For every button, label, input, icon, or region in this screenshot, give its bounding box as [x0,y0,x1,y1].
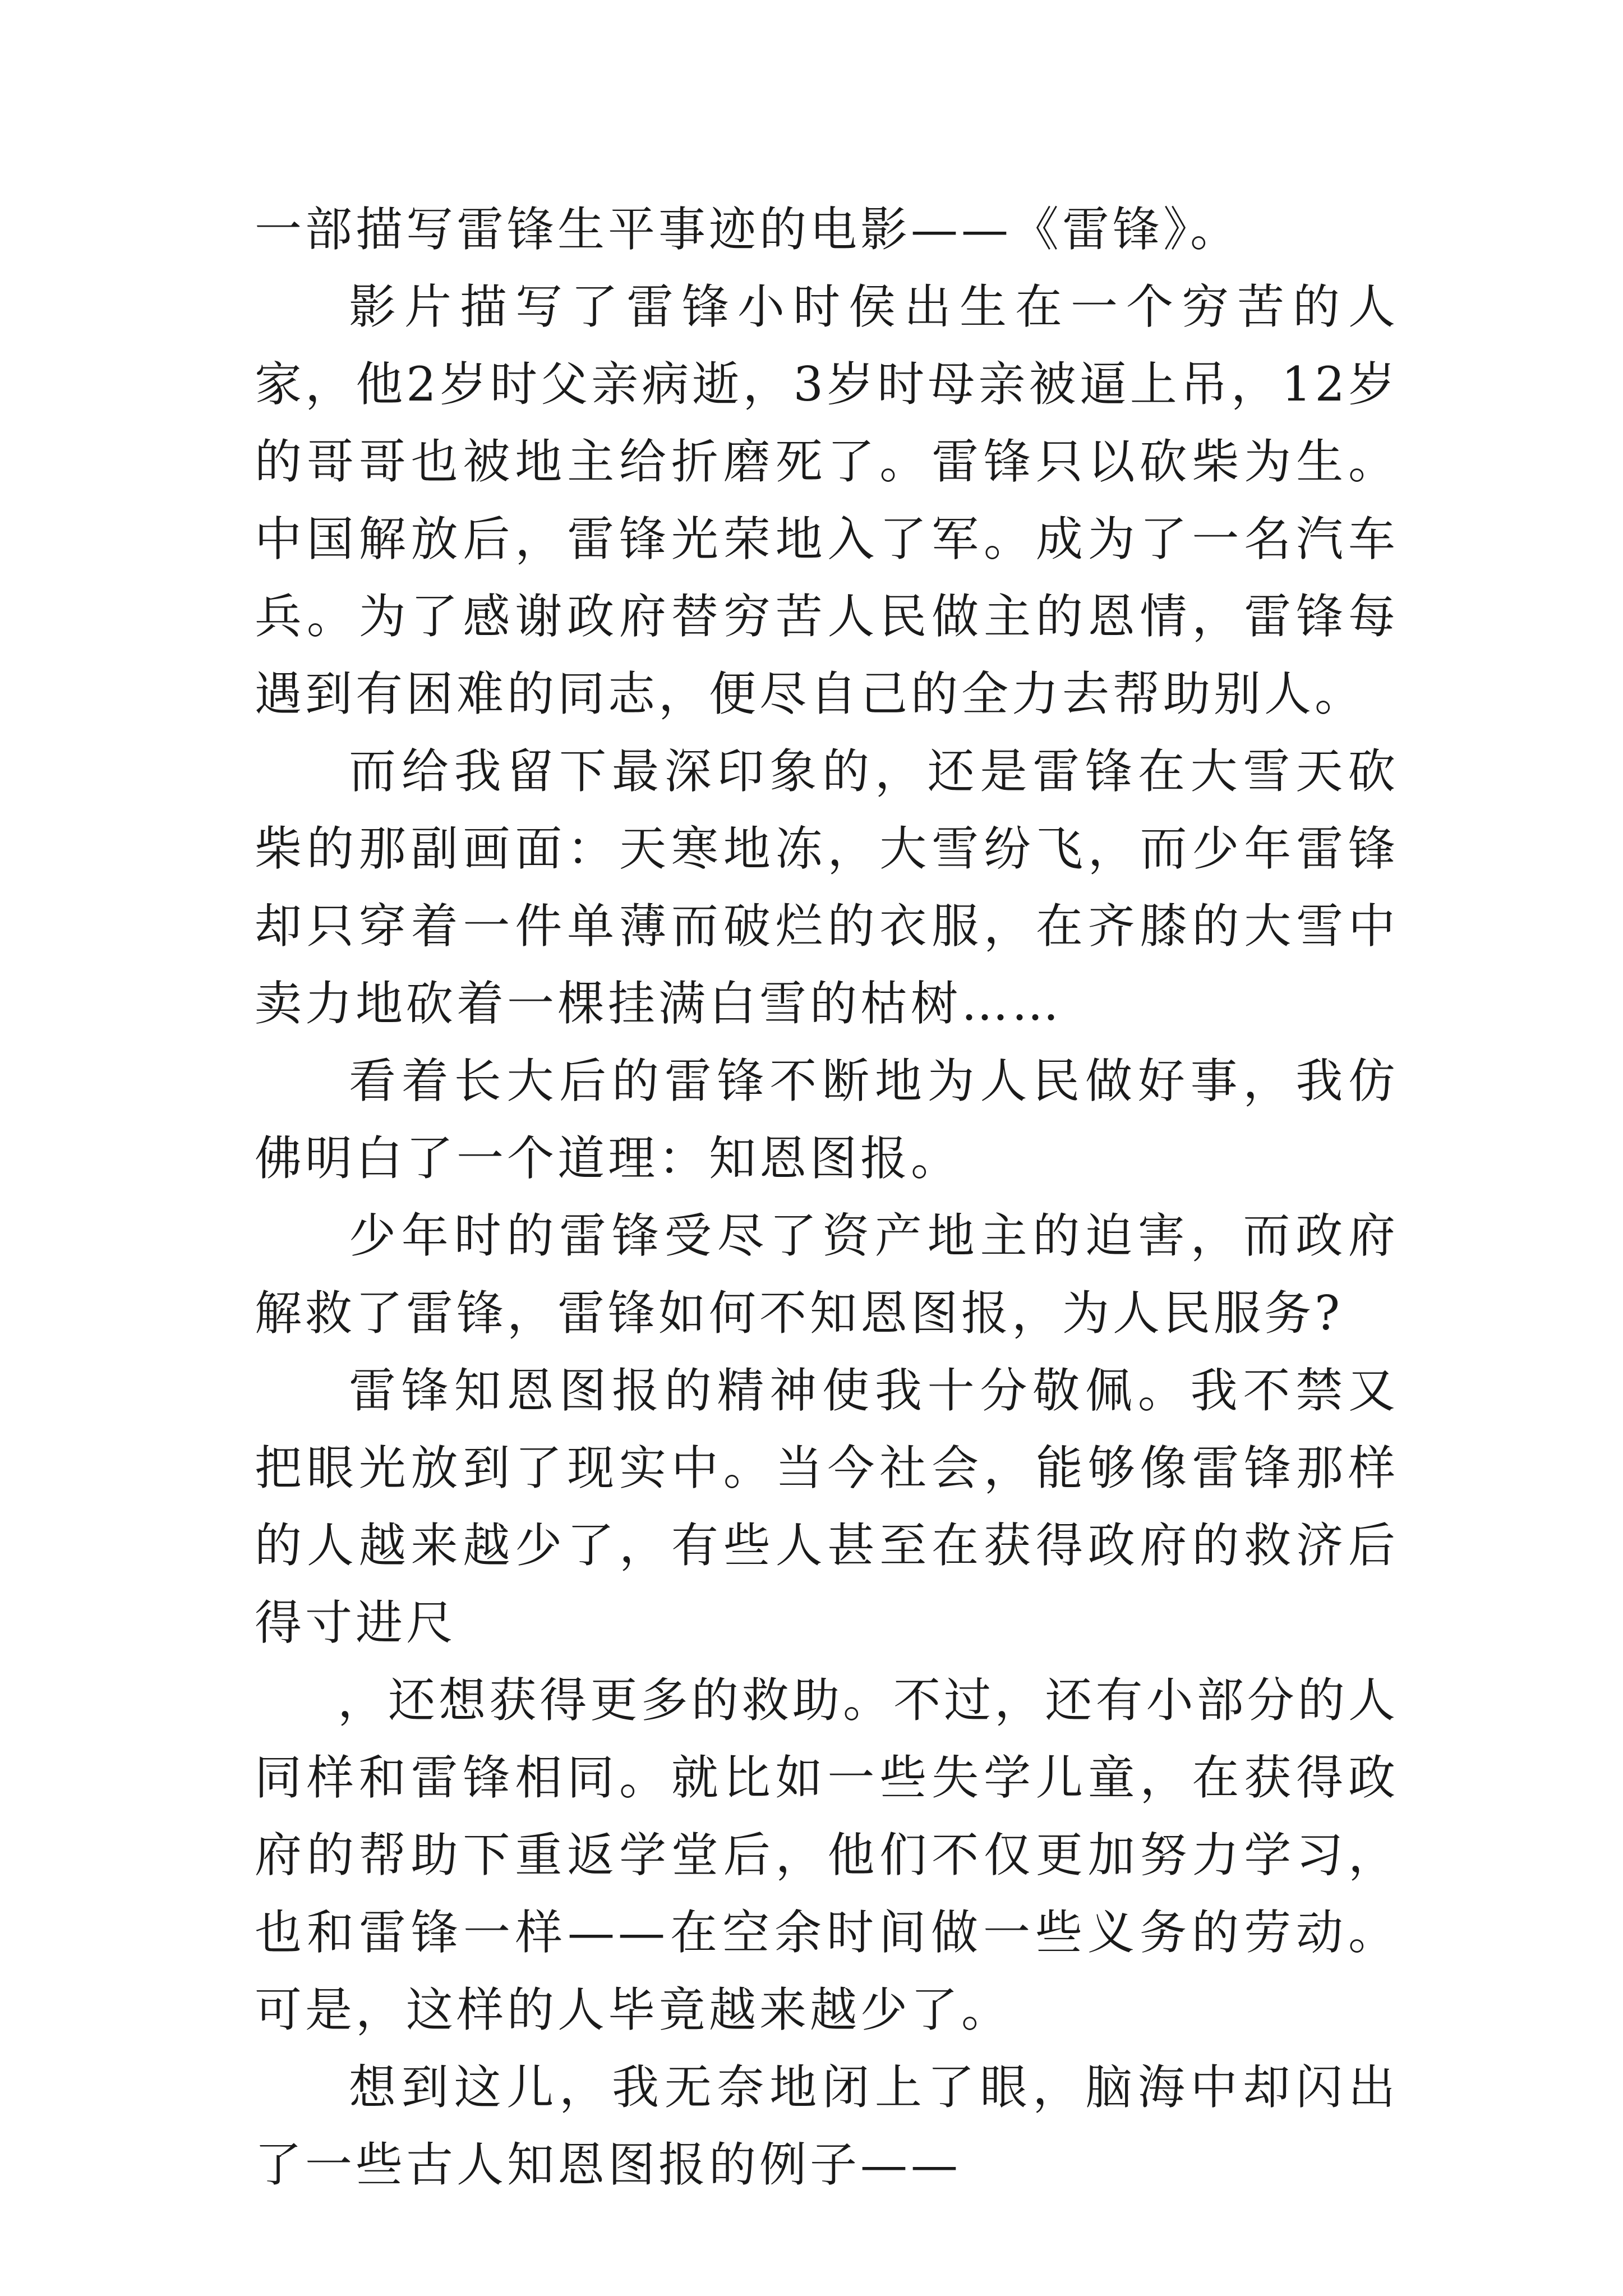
paragraph-7: ，还想获得更多的救助。不过，还有小部分的人同样和雷锋相同。就比如一些失学儿童，在获得政府的帮助下重返学堂后，他们不仅更加努力学习，也和雷锋一样——在空余时间做一些义务的劳动。可是，这样的人毕竟越来越少了。 [255,1673,1399,2037]
paragraph-6: 雷锋知恩图报的精神使我十分敬佩。我不禁又把眼光放到了现实中。当今社会，能够像雷锋那样的人越来越少了，有些人甚至在获得政府的救济后得寸进尺 [255,1363,1399,1650]
paragraph-2: 影片描写了雷锋小时侯出生在一个穷苦的人家，他2岁时父亲病逝，3岁时母亲被逼上吊，12岁的哥哥也被地主给折磨死了。雷锋只以砍柴为生。中国解放后，雷锋光荣地入了军。成为了一名汽车兵。为了感谢政府替穷苦人民做主的恩情，雷锋每遇到有困难的同志，便尽自己的全力去帮助别人。 [255,279,1399,721]
paragraph-4: 看着长大后的雷锋不断地为人民做好事，我仿佛明白了一个道理：知恩图报。 [255,1053,1399,1186]
paragraph-5: 少年时的雷锋受尽了资产地主的迫害，而政府解救了雷锋，雷锋如何不知恩图报，为人民服务? [255,1208,1399,1341]
paragraph-8: 想到这儿，我无奈地闭上了眼，脑海中却闪出了一些古人知恩图报的例子—— [255,2060,1399,2192]
paragraph-1: 一部描写雷锋生平事迹的电影——《雷锋》。 [255,202,1241,257]
article-body [255,191,1399,2203]
paragraph-3: 而给我留下最深印象的，还是雷锋在大雪天砍柴的那副画面：天寒地冻，大雪纷飞，而少年雷锋却只穿着一件单薄而破烂的衣服，在齐膝的大雪中卖力地砍着一棵挂满白雪的枯树…… [255,744,1399,1031]
